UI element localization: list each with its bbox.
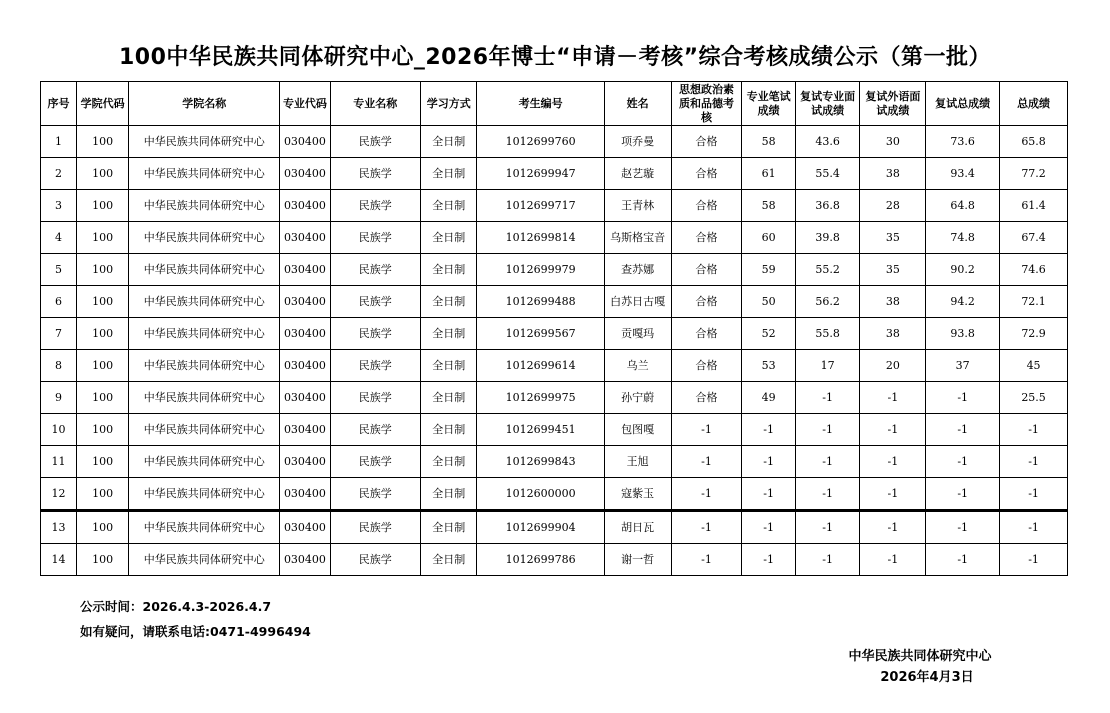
table-cell: 53 xyxy=(742,350,795,382)
table-cell: 100 xyxy=(76,254,128,286)
score-table xyxy=(40,81,1068,576)
table-cell: 90.2 xyxy=(926,254,1000,286)
table-cell: -1 xyxy=(742,414,795,446)
table-cell: 合格 xyxy=(671,350,742,382)
table-cell: -1 xyxy=(1000,544,1068,576)
table-cell: 28 xyxy=(860,190,926,222)
table-cell: 民族学 xyxy=(330,414,420,446)
signature-org: 中华民族共同体研究中心 xyxy=(848,649,992,664)
table-cell: 合格 xyxy=(671,126,742,158)
table-cell: 37 xyxy=(926,350,1000,382)
table-row xyxy=(41,414,1068,446)
table-cell: 36.8 xyxy=(795,190,860,222)
table-cell: 50 xyxy=(742,286,795,318)
table-cell: 55.2 xyxy=(795,254,860,286)
table-cell: 中华民族共同体研究中心 xyxy=(129,544,280,576)
table-cell: -1 xyxy=(742,478,795,511)
table-cell: 中华民族共同体研究中心 xyxy=(129,511,280,544)
table-cell: 贡嘎玛 xyxy=(604,318,671,350)
table-cell: -1 xyxy=(926,446,1000,478)
table-cell: 74.6 xyxy=(1000,254,1068,286)
table-cell: 1012699567 xyxy=(477,318,604,350)
table-cell: 王青林 xyxy=(604,190,671,222)
column-header: 总成绩 xyxy=(1000,82,1068,126)
table-cell: 52 xyxy=(742,318,795,350)
table-cell: 胡日瓦 xyxy=(604,511,671,544)
table-cell: -1 xyxy=(860,414,926,446)
table-cell: 民族学 xyxy=(330,446,420,478)
table-row xyxy=(41,286,1068,318)
table-cell: 38 xyxy=(860,286,926,318)
column-header: 考生编号 xyxy=(477,82,604,126)
table-cell: 1012699451 xyxy=(477,414,604,446)
table-cell: 030400 xyxy=(280,158,330,190)
column-header: 复试总成绩 xyxy=(926,82,1000,126)
table-cell: -1 xyxy=(860,544,926,576)
table-cell: 1012699760 xyxy=(477,126,604,158)
table-cell: 5 xyxy=(41,254,77,286)
table-cell: -1 xyxy=(1000,511,1068,544)
table-cell: 全日制 xyxy=(420,511,476,544)
table-cell: 查苏娜 xyxy=(604,254,671,286)
table-cell: 民族学 xyxy=(330,126,420,158)
table-cell: -1 xyxy=(671,544,742,576)
table-cell: 中华民族共同体研究中心 xyxy=(129,126,280,158)
table-cell: -1 xyxy=(1000,446,1068,478)
table-row xyxy=(41,544,1068,576)
table-cell: 43.6 xyxy=(795,126,860,158)
table-cell: 60 xyxy=(742,222,795,254)
table-cell: -1 xyxy=(795,414,860,446)
column-header: 复试专业面试成绩 xyxy=(795,82,860,126)
table-cell: 中华民族共同体研究中心 xyxy=(129,222,280,254)
table-cell: 全日制 xyxy=(420,286,476,318)
table-cell: -1 xyxy=(860,382,926,414)
table-cell: 64.8 xyxy=(926,190,1000,222)
table-cell: -1 xyxy=(742,446,795,478)
table-cell: 合格 xyxy=(671,318,742,350)
table-cell: 民族学 xyxy=(330,382,420,414)
table-cell: 1012699979 xyxy=(477,254,604,286)
signature-block xyxy=(840,646,1000,689)
table-cell: 35 xyxy=(860,222,926,254)
table-cell: 合格 xyxy=(671,222,742,254)
table-cell: 030400 xyxy=(280,511,330,544)
table-cell: 38 xyxy=(860,318,926,350)
table-row xyxy=(41,126,1068,158)
table-cell: 中华民族共同体研究中心 xyxy=(129,414,280,446)
table-cell: 12 xyxy=(41,478,77,511)
table-cell: 1012699975 xyxy=(477,382,604,414)
table-cell: 乌斯格宝音 xyxy=(604,222,671,254)
table-cell: 100 xyxy=(76,318,128,350)
table-cell: 030400 xyxy=(280,318,330,350)
table-cell: 030400 xyxy=(280,190,330,222)
table-cell: -1 xyxy=(1000,414,1068,446)
table-cell: 100 xyxy=(76,414,128,446)
table-cell: 6 xyxy=(41,286,77,318)
table-cell: 55.4 xyxy=(795,158,860,190)
table-cell: -1 xyxy=(926,511,1000,544)
table-row xyxy=(41,511,1068,544)
publicity-period-text: 公示时间：2026.4.3-2026.4.7 xyxy=(80,599,272,614)
table-cell: 030400 xyxy=(280,350,330,382)
table-cell: -1 xyxy=(795,382,860,414)
table-cell: -1 xyxy=(1000,478,1068,511)
table-cell: -1 xyxy=(860,478,926,511)
table-cell: 全日制 xyxy=(420,190,476,222)
table-cell: 61.4 xyxy=(1000,190,1068,222)
table-cell: 中华民族共同体研究中心 xyxy=(129,158,280,190)
table-cell: 合格 xyxy=(671,286,742,318)
column-header: 专业代码 xyxy=(280,82,330,126)
table-cell: 100 xyxy=(76,286,128,318)
table-cell: 1 xyxy=(41,126,77,158)
table-cell: 100 xyxy=(76,190,128,222)
table-cell: 13 xyxy=(41,511,77,544)
table-cell: 项乔曼 xyxy=(604,126,671,158)
table-cell: 38 xyxy=(860,158,926,190)
table-cell: -1 xyxy=(860,511,926,544)
table-cell: 包图嘎 xyxy=(604,414,671,446)
table-cell: 孙宁蔚 xyxy=(604,382,671,414)
table-cell: 30 xyxy=(860,126,926,158)
table-cell: 100 xyxy=(76,478,128,511)
table-cell: 合格 xyxy=(671,254,742,286)
column-header: 序号 xyxy=(41,82,77,126)
table-cell: 2 xyxy=(41,158,77,190)
table-cell: 全日制 xyxy=(420,446,476,478)
table-cell: 10 xyxy=(41,414,77,446)
table-cell: 全日制 xyxy=(420,126,476,158)
table-cell: -1 xyxy=(860,446,926,478)
table-row xyxy=(41,158,1068,190)
table-cell: 合格 xyxy=(671,158,742,190)
table-cell: 民族学 xyxy=(330,544,420,576)
column-header: 学院代码 xyxy=(76,82,128,126)
table-cell: 4 xyxy=(41,222,77,254)
table-cell: 58 xyxy=(742,190,795,222)
table-cell: 11 xyxy=(41,446,77,478)
table-cell: 全日制 xyxy=(420,414,476,446)
table-cell: 58 xyxy=(742,126,795,158)
column-header: 学习方式 xyxy=(420,82,476,126)
table-cell: 中华民族共同体研究中心 xyxy=(129,478,280,511)
table-cell: 民族学 xyxy=(330,286,420,318)
table-cell: 1012699947 xyxy=(477,158,604,190)
table-cell: 73.6 xyxy=(926,126,1000,158)
table-cell: 77.2 xyxy=(1000,158,1068,190)
table-cell: 94.2 xyxy=(926,286,1000,318)
table-cell: 74.8 xyxy=(926,222,1000,254)
table-cell: 030400 xyxy=(280,478,330,511)
table-cell: 全日制 xyxy=(420,350,476,382)
table-cell: 1012600000 xyxy=(477,478,604,511)
table-cell: 谢一哲 xyxy=(604,544,671,576)
table-cell: 55.8 xyxy=(795,318,860,350)
table-cell: 中华民族共同体研究中心 xyxy=(129,350,280,382)
table-cell: 72.1 xyxy=(1000,286,1068,318)
table-cell: 寇紫玉 xyxy=(604,478,671,511)
column-header: 复试外语面试成绩 xyxy=(860,82,926,126)
table-cell: 民族学 xyxy=(330,190,420,222)
table-cell: 1012699843 xyxy=(477,446,604,478)
table-cell: 1012699488 xyxy=(477,286,604,318)
table-cell: 030400 xyxy=(280,382,330,414)
table-cell: -1 xyxy=(671,511,742,544)
table-cell: 合格 xyxy=(671,190,742,222)
table-cell: 中华民族共同体研究中心 xyxy=(129,318,280,350)
table-row xyxy=(41,222,1068,254)
table-cell: -1 xyxy=(926,544,1000,576)
table-cell: 中华民族共同体研究中心 xyxy=(129,446,280,478)
table-cell: 白苏日古嘎 xyxy=(604,286,671,318)
column-header: 姓名 xyxy=(604,82,671,126)
table-cell: -1 xyxy=(795,511,860,544)
table-cell: 3 xyxy=(41,190,77,222)
table-cell: 中华民族共同体研究中心 xyxy=(129,382,280,414)
table-cell: 93.8 xyxy=(926,318,1000,350)
table-cell: -1 xyxy=(742,511,795,544)
table-cell: 030400 xyxy=(280,446,330,478)
table-header-row xyxy=(41,82,1068,126)
table-cell: 乌兰 xyxy=(604,350,671,382)
table-cell: 030400 xyxy=(280,414,330,446)
table-cell: 合格 xyxy=(671,382,742,414)
table-cell: 民族学 xyxy=(330,222,420,254)
table-cell: 59 xyxy=(742,254,795,286)
table-cell: -1 xyxy=(671,446,742,478)
table-cell: 中华民族共同体研究中心 xyxy=(129,286,280,318)
table-cell: 030400 xyxy=(280,544,330,576)
table-cell: 49 xyxy=(742,382,795,414)
table-cell: 93.4 xyxy=(926,158,1000,190)
table-cell: 030400 xyxy=(280,254,330,286)
table-cell: -1 xyxy=(795,544,860,576)
table-cell: 民族学 xyxy=(330,350,420,382)
table-cell: 全日制 xyxy=(420,254,476,286)
page-title: 100中华民族共同体研究中心_2026年博士“申请－考核”综合考核成绩公示（第一批） xyxy=(118,45,992,70)
table-row xyxy=(41,478,1068,511)
column-header: 思想政治素质和品德考核 xyxy=(671,82,742,126)
table-cell: 67.4 xyxy=(1000,222,1068,254)
table-row xyxy=(41,446,1068,478)
table-cell: 100 xyxy=(76,158,128,190)
signature-date: 2026年4月3日 xyxy=(880,670,974,686)
table-cell: -1 xyxy=(795,478,860,511)
table-cell: 民族学 xyxy=(330,318,420,350)
table-row xyxy=(41,350,1068,382)
table-cell: 民族学 xyxy=(330,511,420,544)
table-cell: 35 xyxy=(860,254,926,286)
table-row xyxy=(41,190,1068,222)
table-cell: 72.9 xyxy=(1000,318,1068,350)
table-cell: 17 xyxy=(795,350,860,382)
column-header: 专业名称 xyxy=(330,82,420,126)
table-cell: 赵艺璇 xyxy=(604,158,671,190)
table-cell: 100 xyxy=(76,511,128,544)
table-cell: 中华民族共同体研究中心 xyxy=(129,254,280,286)
table-row xyxy=(41,254,1068,286)
table-cell: 全日制 xyxy=(420,318,476,350)
table-cell: -1 xyxy=(926,382,1000,414)
table-cell: 100 xyxy=(76,544,128,576)
table-cell: -1 xyxy=(671,414,742,446)
table-cell: 030400 xyxy=(280,126,330,158)
table-cell: 中华民族共同体研究中心 xyxy=(129,190,280,222)
table-cell: 14 xyxy=(41,544,77,576)
table-cell: 20 xyxy=(860,350,926,382)
table-cell: 56.2 xyxy=(795,286,860,318)
table-cell: 65.8 xyxy=(1000,126,1068,158)
table-cell: 1012699717 xyxy=(477,190,604,222)
table-cell: 61 xyxy=(742,158,795,190)
table-cell: 全日制 xyxy=(420,478,476,511)
table-cell: 7 xyxy=(41,318,77,350)
table-cell: 100 xyxy=(76,350,128,382)
table-cell: 100 xyxy=(76,222,128,254)
table-cell: -1 xyxy=(926,414,1000,446)
table-cell: -1 xyxy=(671,478,742,511)
table-cell: 8 xyxy=(41,350,77,382)
column-header: 学院名称 xyxy=(129,82,280,126)
table-cell: -1 xyxy=(926,478,1000,511)
table-row xyxy=(41,318,1068,350)
table-cell: 全日制 xyxy=(420,544,476,576)
table-cell: 1012699614 xyxy=(477,350,604,382)
table-cell: 全日制 xyxy=(420,222,476,254)
table-cell: 1012699786 xyxy=(477,544,604,576)
table-cell: 1012699814 xyxy=(477,222,604,254)
table-cell: 民族学 xyxy=(330,478,420,511)
table-cell: 全日制 xyxy=(420,382,476,414)
table-cell: 9 xyxy=(41,382,77,414)
table-cell: 民族学 xyxy=(330,158,420,190)
table-cell: 030400 xyxy=(280,222,330,254)
table-cell: 39.8 xyxy=(795,222,860,254)
table-cell: 全日制 xyxy=(420,158,476,190)
table-cell: 030400 xyxy=(280,286,330,318)
contact-text: 如有疑问，请联系电话:0471-4996494 xyxy=(80,624,311,639)
table-cell: 王旭 xyxy=(604,446,671,478)
table-cell: 25.5 xyxy=(1000,382,1068,414)
table-row xyxy=(41,382,1068,414)
table-cell: 1012699904 xyxy=(477,511,604,544)
table-cell: -1 xyxy=(742,544,795,576)
table-cell: -1 xyxy=(795,446,860,478)
column-header: 专业笔试成绩 xyxy=(742,82,795,126)
table-cell: 45 xyxy=(1000,350,1068,382)
table-cell: 100 xyxy=(76,126,128,158)
table-cell: 100 xyxy=(76,382,128,414)
table-cell: 100 xyxy=(76,446,128,478)
table-cell: 民族学 xyxy=(330,254,420,286)
